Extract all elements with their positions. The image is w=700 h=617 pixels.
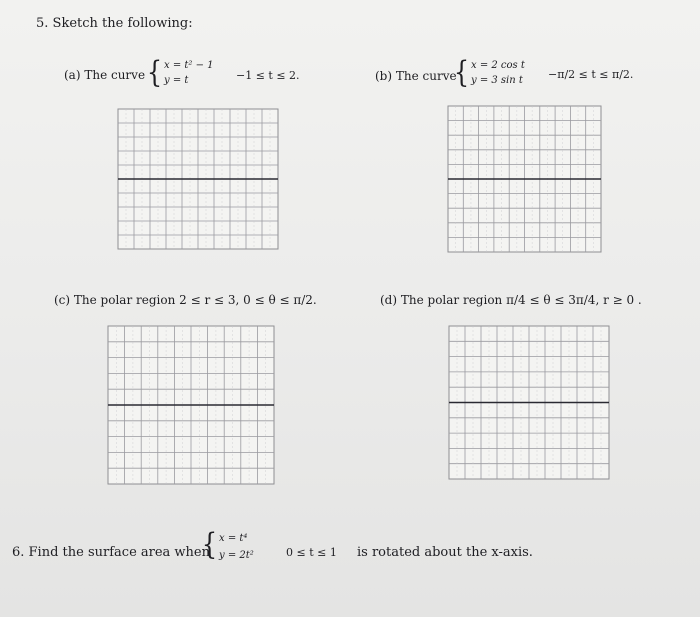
part-a-y-equation: y = t <box>164 75 189 86</box>
graph-grid-c <box>107 325 275 485</box>
question-6-range: 0 ≤ t ≤ 1 <box>286 546 337 559</box>
part-a-brace: { <box>146 55 163 90</box>
part-b-y-equation: y = 3 sin t <box>471 75 523 86</box>
part-b-x-equation: x = 2 cos t <box>471 60 525 71</box>
question-6-suffix: is rotated about the x-axis. <box>357 545 533 560</box>
part-a-x-equation: x = t² − 1 <box>164 60 214 71</box>
question-6-brace: { <box>201 527 218 562</box>
part-b-range: −π/2 ≤ t ≤ π/2. <box>548 68 634 81</box>
graph-grid-d <box>448 325 610 480</box>
question-6-prefix: 6. Find the surface area when <box>12 545 210 560</box>
question-5-heading: 5. Sketch the following: <box>36 16 193 31</box>
part-d-label: (d) The polar region π/4 ≤ θ ≤ 3π/4, r ≥ 0 . <box>380 293 642 307</box>
part-a-range: −1 ≤ t ≤ 2. <box>236 69 300 82</box>
question-6-y-equation: y = 2t² <box>219 550 254 561</box>
part-a-label: (a) The curve <box>64 68 146 82</box>
question-6-x-equation: x = t⁴ <box>219 533 248 544</box>
graph-grid-b <box>447 105 602 253</box>
part-b-label: (b) The curve <box>375 69 457 83</box>
part-c-label: (c) The polar region 2 ≤ r ≤ 3, 0 ≤ θ ≤ π/2. <box>54 293 317 307</box>
graph-grid-a <box>117 108 279 250</box>
part-b-brace: { <box>453 55 470 90</box>
